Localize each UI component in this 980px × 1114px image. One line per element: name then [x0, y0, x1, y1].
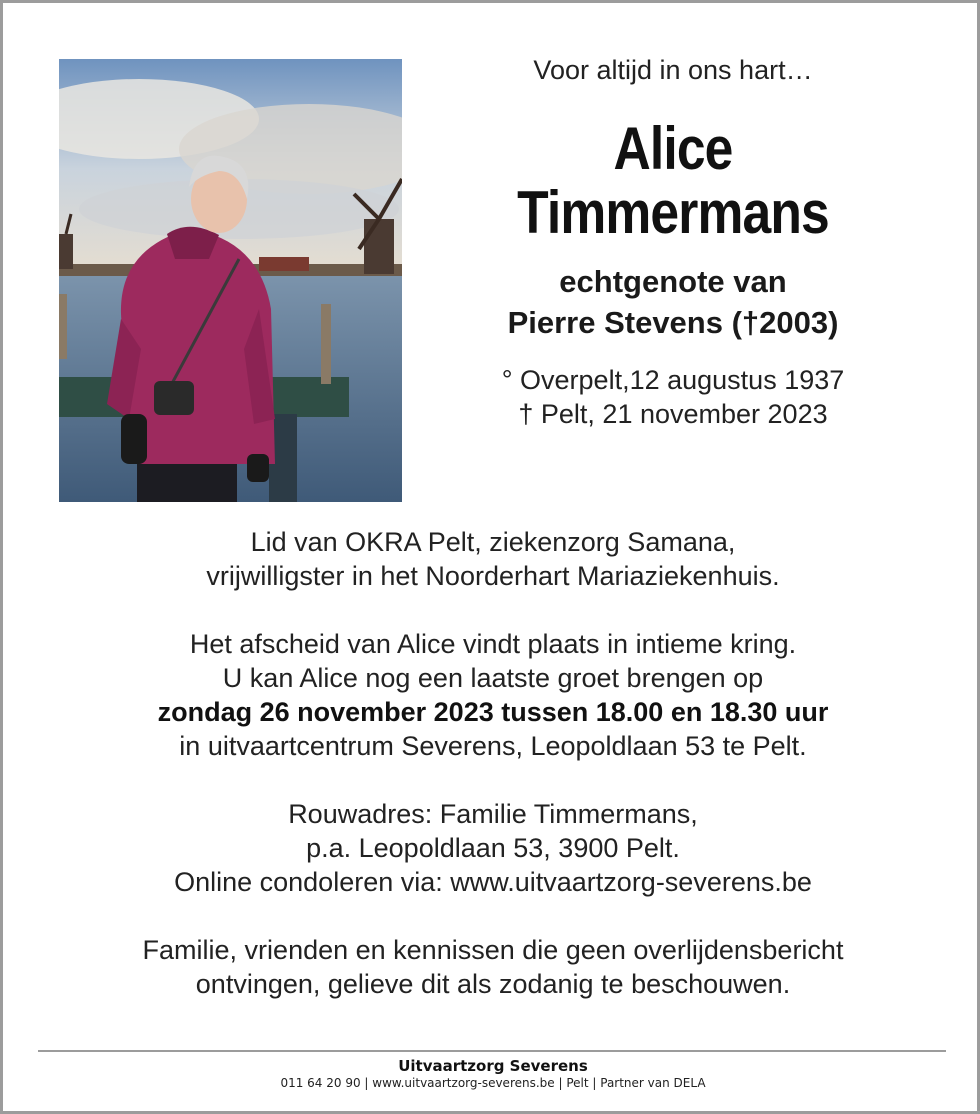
- footer-divider: [38, 1050, 946, 1052]
- portrait-illustration: [59, 59, 402, 502]
- footer: [6, 1057, 980, 1092]
- deceased-name: [441, 117, 905, 245]
- address-line: p.a. Leopoldlaan 53, 3900 Pelt.: [306, 833, 680, 863]
- notice-line: Familie, vrienden en kennissen die geen overlijdensbericht: [142, 935, 844, 965]
- spouse-block: [403, 261, 943, 343]
- address-paragraph: [6, 797, 980, 899]
- membership-line: vrijwilligster in het Noorderhart Mariaziekenhuis.: [206, 561, 780, 591]
- farewell-line: U kan Alice nog een laatste groet brengen op: [222, 663, 764, 693]
- notice-paragraph: [6, 933, 980, 1001]
- death-line: † Pelt, 21 november 2023: [518, 399, 828, 429]
- membership-line: Lid van OKRA Pelt, ziekenzorg Samana,: [250, 527, 736, 557]
- visitation-date: zondag 26 november 2023 tussen 18.00 en 18.30 uur: [157, 697, 829, 727]
- last-name: Timmermans: [517, 179, 829, 246]
- obituary-body: [6, 525, 980, 1035]
- address-line: Rouwadres: Familie Timmermans,: [288, 799, 698, 829]
- visitation-location: in uitvaartcentrum Severens, Leopoldlaan 53 te Pelt.: [179, 731, 807, 761]
- spouse-name: Pierre Stevens (†2003): [507, 305, 839, 340]
- life-dates: [403, 363, 943, 431]
- membership-paragraph: [6, 525, 980, 593]
- first-name: Alice: [613, 115, 733, 182]
- footer-company: Uitvaartzorg Severens: [398, 1057, 588, 1075]
- header-block: [403, 53, 943, 431]
- birth-line: ° Overpelt,12 augustus 1937: [501, 365, 845, 395]
- tagline: Voor altijd in ons hart…: [533, 55, 813, 85]
- condolence-line: Online condoleren via: www.uitvaartzorg-severens.be: [174, 867, 812, 897]
- spouse-intro: echtgenote van: [559, 264, 787, 299]
- farewell-line: Het afscheid van Alice vindt plaats in intieme kring.: [189, 629, 797, 659]
- footer-contact: 011 64 20 90 | www.uitvaartzorg-severens.be | Pelt | Partner van DELA: [280, 1076, 706, 1090]
- farewell-paragraph: [6, 627, 980, 763]
- portrait-photo: [59, 59, 402, 502]
- notice-line: ontvingen, gelieve dit als zodanig te beschouwen.: [195, 969, 791, 999]
